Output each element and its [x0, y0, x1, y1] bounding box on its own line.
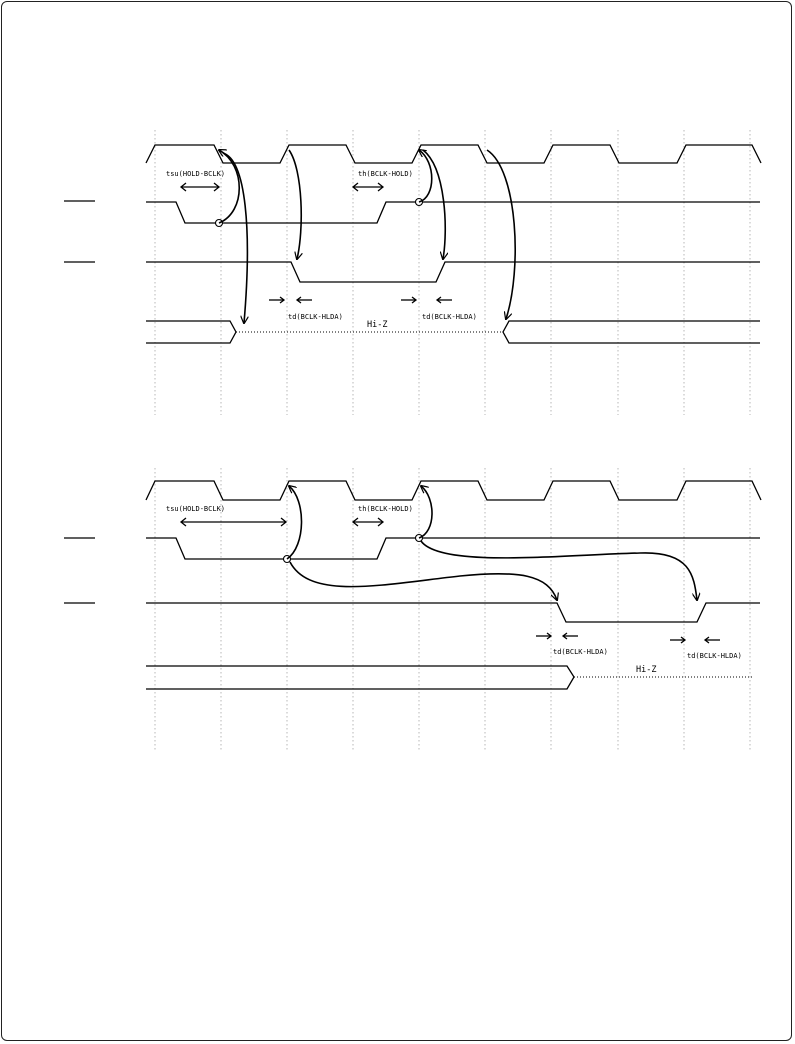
- bclk-waveform: [146, 145, 761, 163]
- timing-diagram-1: [64, 130, 761, 415]
- timing-arrows: [181, 518, 720, 643]
- causality-arrows: [287, 486, 697, 600]
- td-right-label: td(BCLK-HLDA): [422, 313, 477, 321]
- hlda-waveform: [146, 603, 760, 622]
- timing-diagram-2: [64, 468, 761, 752]
- hlda-waveform: [146, 262, 760, 282]
- signal-label-bars: [64, 538, 95, 603]
- signal-label-bars: [64, 201, 95, 262]
- th-label: th(BCLK-HOLD): [358, 505, 413, 513]
- td-left-label: td(BCLK-HLDA): [288, 313, 343, 321]
- tsu-label: tsu(HOLD-BCLK): [166, 505, 226, 513]
- hiz-label: Hi-Z: [367, 320, 388, 330]
- td-right-label: td(BCLK-HLDA): [687, 652, 742, 660]
- grid-lines: [155, 468, 750, 752]
- td-left-label: td(BCLK-HLDA): [553, 648, 608, 656]
- th-label: th(BCLK-HOLD): [358, 170, 413, 178]
- timing-arrows: [181, 183, 452, 303]
- hold-waveform: [146, 202, 760, 223]
- bus-waveform: [146, 321, 760, 343]
- tsu-label: tsu(HOLD-BCLK): [166, 170, 226, 178]
- hiz-label: Hi-Z: [636, 665, 657, 675]
- grid-lines: [155, 130, 750, 415]
- bus-waveform: [146, 666, 752, 689]
- bclk-waveform: [146, 481, 761, 500]
